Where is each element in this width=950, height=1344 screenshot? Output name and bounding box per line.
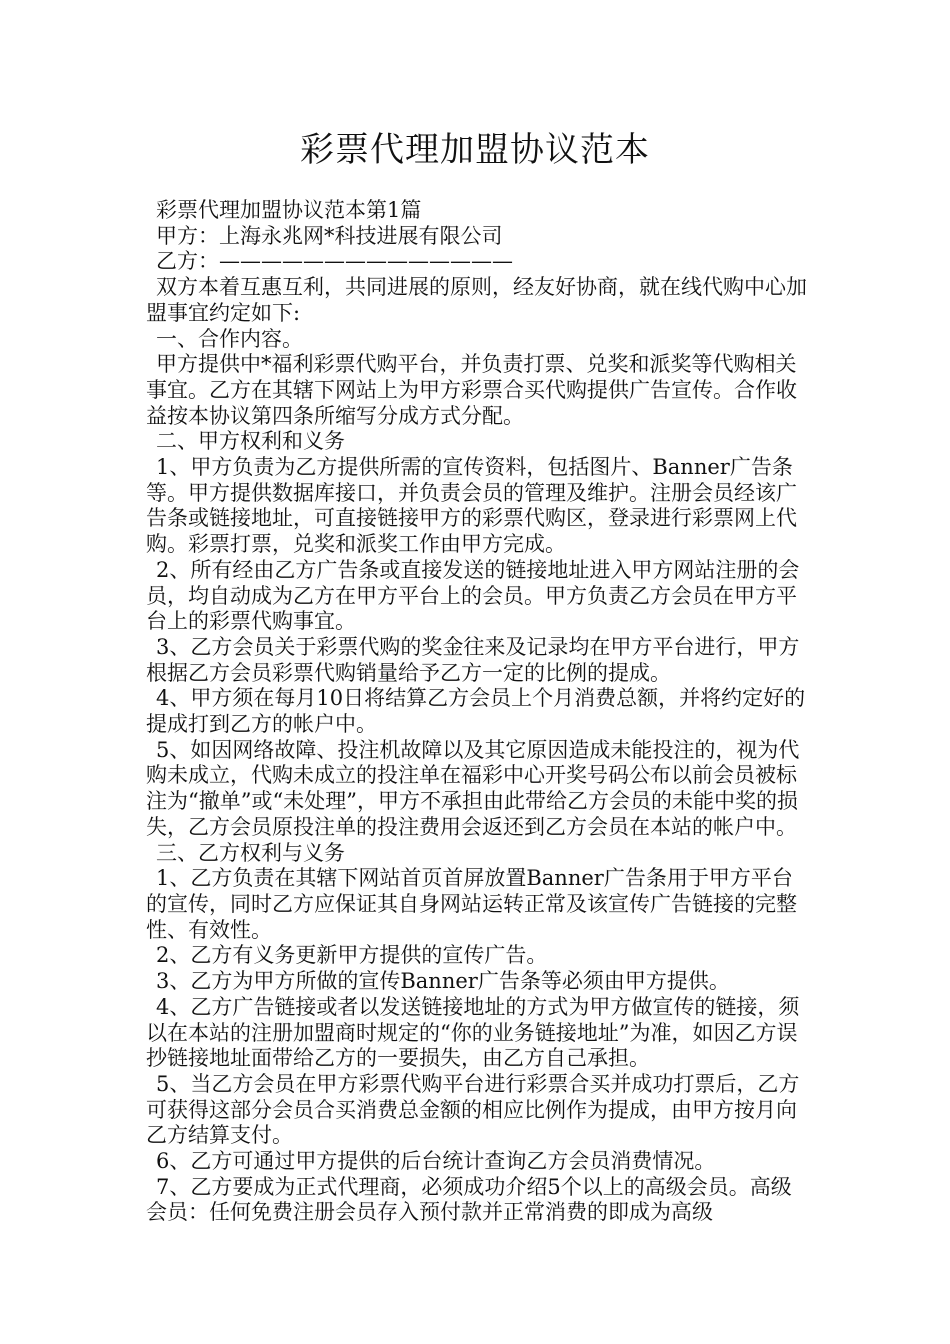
party-a-line: 甲方：上海永兆网*科技进展有限公司: [156, 223, 503, 248]
clause-item: 5、当乙方会员在甲方彩票代购平台进行彩票合买并成功打票后，乙方可获得这部分会员合买消费总金额的相应比例作为提成，由甲方按月向乙方结算支付。: [146, 1071, 800, 1148]
body-paragraph: 甲方提供中*福利彩票代购平台，并负责打票、兑奖和派奖等代购相关事宜。乙方在其辖下网站上为甲方彩票合买代购提供广告宣传。合作收益按本协议第四条所缩写分成方式分配。: [146, 352, 797, 428]
clause-item: 1、甲方负责为乙方提供所需的宣传资料，包括图片、Banner广告条等。甲方提供数据库接口，并负责会员的管理及维护。注册会员经该广告条或链接地址，可直接链接甲方的彩票代购区，登录进行彩票网上代购。彩票打票，兑奖和派奖工作由甲方完成。: [146, 455, 797, 557]
clause-item: 3、乙方会员关于彩票代购的奖金往来及记录均在甲方平台进行，甲方根据乙方会员彩票代购销量给予乙方一定的比例的提成。: [146, 634, 800, 685]
party-b-line: 乙方：——————————————: [156, 249, 513, 274]
clause-item: 1、乙方负责在其辖下网站首页首屏放置Banner广告条用于甲方平台的宣传，同时乙方应保证其自身网站运转正常及该宣传广告链接的完整性、有效性。: [146, 866, 797, 942]
clause-heading: 一、合作内容。: [156, 326, 303, 351]
clause-item: 3、乙方为甲方所做的宣传Banner广告条等必须由甲方提供。: [156, 969, 730, 994]
clause-item: 2、乙方有义务更新甲方提供的宣传广告。: [156, 943, 548, 968]
document-body: [146, 198, 810, 1226]
clause-item: 6、乙方可通过甲方提供的后台统计查询乙方会员消费情况。: [156, 1149, 716, 1174]
clause-item: 4、甲方须在每月10日将结算乙方会员上个月消费总额，并将约定好的提成打到乙方的帐户中。: [146, 686, 806, 737]
clause-item: 7、乙方要成为正式代理商，必须成功介绍5个以上的高级会员。高级会员：任何免费注册会员存入预付款并正常消费的即成为高级: [146, 1174, 792, 1225]
clause-item: 4、乙方广告链接或者以发送链接地址的方式为甲方做宣传的链接，须以在本站的注册加盟商时规定的“你的业务链接地址”为准，如因乙方误抄链接地址面带给乙方的一要损失，由乙方自己承担。: [146, 994, 800, 1071]
clause-heading: 三、乙方权利与义务: [156, 840, 345, 865]
section-heading: 彩票代理加盟协议范本第1篇: [156, 198, 422, 222]
body-paragraph: 双方本着互惠互利，共同进展的原则，经友好协商，就在线代购中心加盟事宜约定如下:: [146, 275, 807, 325]
document-title: 彩票代理加盟协议范本: [300, 130, 650, 170]
clause-item: 2、所有经由乙方广告条或直接发送的链接地址进入甲方网站注册的会员，均自动成为乙方在甲方平台上的会员。甲方负责乙方会员在甲方平台上的彩票代购事宜。: [146, 557, 800, 634]
clause-item: 5、如因网络故障、投注机故障以及其它原因造成未能投注的，视为代购未成立，代购未成立的投注单在福彩中心开奖号码公布以前会员被标注为“撤单”或“未处理”，甲方不承担由此带给乙方会员的未能中奖的损失，乙方会员原投注单的投注费用会返还到乙方会员在本站的帐户中。: [146, 737, 800, 839]
clause-heading: 二、甲方权利和义务: [156, 429, 345, 454]
